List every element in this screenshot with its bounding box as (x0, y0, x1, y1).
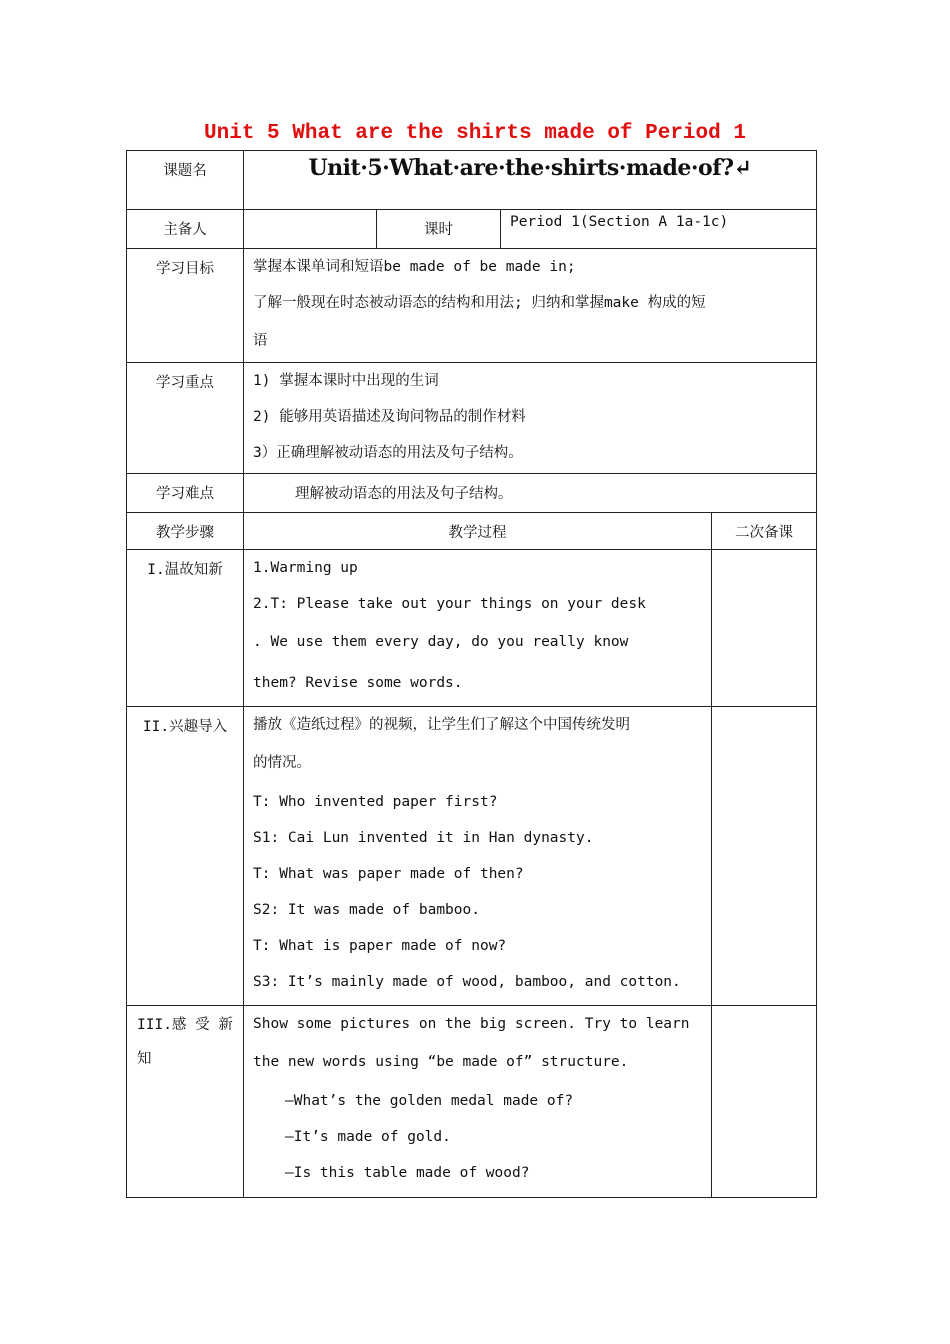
row-step2 (127, 707, 817, 1006)
topic-value: Unit·5·What·are·the·shirts·made·of?↵ (308, 155, 752, 181)
header-steps: 教学步骤 (127, 513, 244, 550)
key-points-label: 学习重点 (127, 363, 244, 474)
step2-line-6: S2: It was made of bamboo. (253, 902, 480, 918)
goals-cell (244, 249, 817, 363)
step3-line-4: —It’s made of gold. (285, 1129, 451, 1145)
step2-line-8: S3: It’s mainly made of wood, bamboo, and cotton. (253, 974, 681, 990)
step1-line-2: 2.T: Please take out your things on your desk (253, 596, 646, 612)
step3-line-5: —Is this table made of wood? (285, 1165, 530, 1181)
preparer-label: 主备人 (127, 210, 244, 249)
step1-line-1: 1.Warming up (253, 560, 358, 576)
lesson-plan-table (126, 150, 817, 1198)
key-point-2: 2) 能够用英语描述及询问物品的制作材料 (253, 409, 526, 425)
row-preparer (127, 210, 817, 249)
step3-line-3: —What’s the golden medal made of? (285, 1093, 574, 1109)
step2-line-1: 播放《造纸过程》的视频，让学生们了解这个中国传统发明 (253, 717, 630, 733)
step2-label: II.兴趣导入 (127, 707, 244, 1006)
difficulties-cell (244, 474, 817, 513)
row-header (127, 513, 817, 550)
row-step1 (127, 550, 817, 707)
step2-line-5: T: What was paper made of then? (253, 866, 524, 882)
period-label: 课时 (377, 210, 501, 249)
key-point-1: 1) 掌握本课时中出现的生词 (253, 373, 439, 389)
header-secondary: 二次备课 (712, 513, 817, 550)
step2-secondary (712, 707, 817, 1006)
row-goals (127, 249, 817, 363)
page-title: Unit 5 What are the shirts made of Period 1 (204, 122, 746, 145)
step1-secondary (712, 550, 817, 707)
goals-line-2: 了解一般现在时态被动语态的结构和用法; 归纳和掌握make 构成的短 (253, 295, 706, 311)
preparer-value (244, 210, 377, 249)
topic-cell (244, 151, 817, 210)
header-process: 教学过程 (244, 513, 712, 550)
row-topic (127, 151, 817, 210)
step1-line-4: them? Revise some words. (253, 675, 463, 691)
step3-cell (244, 1006, 712, 1198)
step3-line-1: Show some pictures on the big screen. Try to learn (253, 1016, 690, 1032)
step1-cell (244, 550, 712, 707)
row-step3 (127, 1006, 817, 1198)
topic-label: 课题名 (127, 151, 244, 210)
step2-line-4: S1: Cai Lun invented it in Han dynasty. (253, 830, 594, 846)
step3-label-line-1: III.感 受 新 (137, 1017, 233, 1033)
step1-label: I.温故知新 (127, 550, 244, 707)
key-points-cell (244, 363, 817, 474)
difficulties-value: 理解被动语态的用法及句子结构。 (295, 486, 513, 502)
step2-line-3: T: Who invented paper first? (253, 794, 498, 810)
goals-label: 学习目标 (127, 249, 244, 363)
step2-line-7: T: What is paper made of now? (253, 938, 507, 954)
step3-line-2: the new words using “be made of” structure. (253, 1054, 629, 1070)
goals-line-3: 语 (253, 333, 268, 349)
difficulties-label: 学习难点 (127, 474, 244, 513)
step3-label (127, 1006, 244, 1198)
row-key-points (127, 363, 817, 474)
period-value: Period 1(Section A 1a-1c) (501, 210, 817, 249)
goals-line-1: 掌握本课单词和短语be made of be made in; (253, 259, 576, 275)
row-difficulties (127, 474, 817, 513)
key-point-3: 3）正确理解被动语态的用法及句子结构。 (253, 445, 523, 461)
step2-cell (244, 707, 712, 1006)
step1-line-3: . We use them every day, do you really know (253, 634, 629, 650)
step2-line-2: 的情况。 (253, 755, 311, 771)
step3-label-line-2: 知 (137, 1051, 152, 1067)
step3-secondary (712, 1006, 817, 1198)
